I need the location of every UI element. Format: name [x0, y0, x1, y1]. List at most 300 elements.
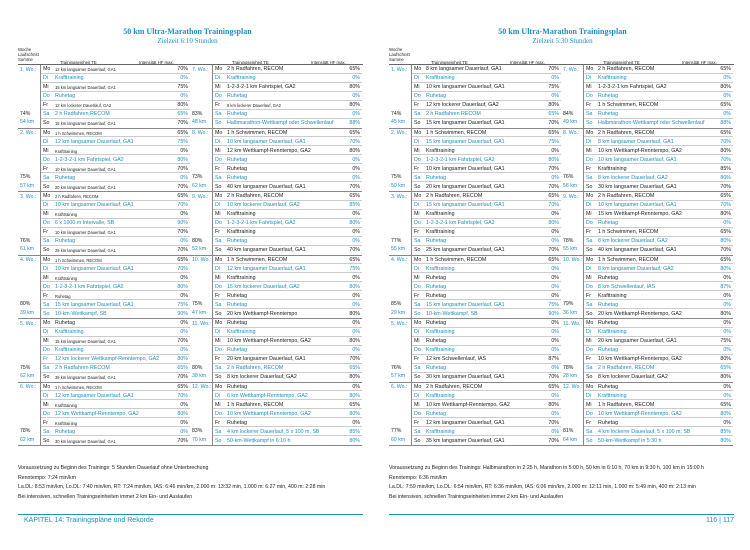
page-numbers: 116 | 117: [705, 517, 734, 524]
intensity: 0%: [352, 174, 360, 181]
weekday: Di: [414, 138, 420, 145]
day-row: [213, 383, 362, 392]
intensity: 80%: [349, 437, 360, 444]
day-row: [584, 274, 733, 283]
week-distance: 57 km: [20, 182, 35, 189]
week-block: [190, 129, 362, 193]
intensity: 0%: [723, 320, 731, 326]
weekday: Fr: [43, 102, 48, 108]
day-row: [41, 246, 190, 255]
week-block: [18, 65, 190, 129]
day-row: [412, 174, 561, 183]
weekday: Do: [43, 93, 50, 99]
intensity: 80%: [177, 410, 188, 417]
week-number: 8. Wo.:: [192, 130, 209, 136]
training-unit: Krafttraining: [55, 329, 84, 335]
intensity: 80%: [349, 338, 360, 344]
day-row: [213, 355, 362, 364]
weekday: So: [43, 247, 50, 253]
week-block: [561, 65, 733, 129]
intensity: 0%: [352, 111, 360, 117]
day-row: [584, 65, 733, 74]
day-row: [584, 110, 733, 119]
intensity: 80%: [720, 374, 731, 380]
notes: [389, 464, 739, 502]
weekday: Mi: [215, 147, 221, 154]
day-row: [213, 129, 362, 138]
intensity: 0%: [551, 347, 559, 353]
weekday: Fr: [215, 419, 220, 426]
day-row: [584, 346, 733, 355]
week-distance: 39 km: [20, 309, 35, 316]
day-row: [584, 401, 733, 410]
week-intensity: 74%: [20, 110, 31, 117]
header-unit-2: Trainingseinheit TE: [232, 60, 269, 65]
day-row: [213, 92, 362, 101]
day-row: [213, 419, 362, 428]
week-intensity: 78%: [563, 237, 574, 244]
week-distance: 62 km: [20, 436, 35, 443]
header-unit: Trainingseinheit TE: [60, 60, 97, 65]
week-number: 8. Wo.:: [563, 130, 580, 136]
weekday: Sa: [215, 174, 222, 181]
training-unit: 35 km langsamer Dauerlauf, GA1: [426, 437, 505, 444]
training-unit: Ruhetag: [598, 93, 619, 99]
intensity: 0%: [180, 174, 188, 181]
week-intensity: 80%: [192, 237, 203, 244]
week-intensity: 77%: [391, 237, 402, 244]
training-unit: 10 km langsamer Dauerlauf, GA1: [426, 84, 505, 90]
training-unit: 4 km lockerer Dauerlauf, 5 x 100 m, SB: [598, 428, 691, 435]
day-row: [584, 192, 733, 201]
training-unit: 2 h Radfahren, RECOM: [598, 129, 655, 136]
day-row: [412, 219, 561, 228]
training-unit: 12 km lockerer Dauerlauf, GA2: [55, 103, 112, 108]
intensity: 80%: [720, 84, 731, 90]
training-unit: Ruhetag: [426, 410, 447, 417]
weekday: Mi: [414, 338, 420, 344]
training-unit: Halbmarathon-Wettkampf oder Schwellenlauf: [227, 120, 334, 126]
day-row: [213, 165, 362, 174]
intensity: 80%: [349, 410, 360, 417]
week-number: 10. Wo.:: [192, 257, 212, 263]
training-unit: 12 km Wettkampf-Renntempo, GA2: [55, 410, 139, 417]
weekday: Mi: [215, 401, 221, 408]
weekday: Do: [43, 347, 50, 353]
intensity: 70%: [548, 419, 559, 426]
training-unit: 20 km langsamer Dauerlauf, GA1: [227, 356, 306, 362]
week-number: 3. Wo.:: [391, 193, 408, 200]
header-week: Woche Laufschnitt Summe: [18, 47, 39, 62]
intensity: 0%: [551, 410, 559, 417]
intensity: 0%: [180, 75, 188, 81]
day-row: [584, 210, 733, 219]
training-unit: 1-2-3-2-1 km Fahrtspiel, GA2: [55, 156, 124, 163]
training-unit: 15 km Wettkampf-Renntempo, GA2: [598, 211, 682, 217]
day-row: [213, 410, 362, 419]
intensity: 65%: [349, 129, 360, 136]
day-row: [584, 165, 733, 174]
training-unit: 2 h Radfahren RECOM: [55, 365, 110, 371]
day-row: [213, 346, 362, 355]
intensity: 80%: [720, 174, 731, 181]
weekday: Mo: [586, 383, 594, 390]
week-intensity: 78%: [563, 364, 574, 371]
weekday: So: [215, 437, 222, 444]
weekday: Mi: [586, 401, 592, 408]
intensity: 85%: [720, 428, 731, 435]
weekday: Do: [586, 283, 593, 290]
training-unit: Ruhetag: [227, 320, 248, 326]
intensity: 80%: [177, 156, 188, 163]
weekday: Do: [414, 410, 421, 417]
training-unit: 10 km langsamer Dauerlauf, GA1: [55, 166, 116, 172]
week-block: [389, 256, 561, 320]
week-intensity: 83%: [192, 110, 203, 117]
weekday: Fr: [43, 292, 48, 299]
intensity: 80%: [720, 437, 731, 444]
weekday: Mo: [586, 193, 594, 199]
day-row: [41, 119, 190, 128]
day-row: [412, 355, 561, 364]
day-row: [213, 219, 362, 228]
day-row: [41, 147, 190, 156]
day-row: [41, 174, 190, 183]
week-number: 10. Wo.:: [563, 257, 583, 263]
weekday: Mi: [586, 338, 592, 344]
training-unit: Krafttraining: [227, 211, 256, 217]
week-distance: 47 km: [192, 309, 207, 316]
intensity: 80%: [349, 102, 360, 108]
week-distance: 45 km: [391, 119, 406, 125]
training-unit: 40 km langsamer Dauerlauf, GA1: [598, 247, 677, 253]
weekday: Fr: [414, 102, 419, 108]
training-unit: Ruhetag: [55, 174, 76, 181]
week-number: 5. Wo.:: [391, 320, 408, 327]
training-unit: 10 km langsamer Dauerlauf, GA1: [426, 165, 505, 172]
day-row: [412, 337, 561, 346]
day-row: [584, 337, 733, 346]
training-unit: 1 h Schwimmen, RECOM: [598, 229, 659, 235]
intensity: 70%: [177, 265, 188, 272]
weekday: Mo: [215, 383, 223, 390]
intensity: 70%: [177, 66, 188, 72]
week-intensity: 76%: [563, 174, 574, 180]
training-unit: Krafttraining: [227, 329, 256, 335]
weekday: Mi: [43, 338, 49, 344]
day-row: [213, 437, 362, 446]
weekday: Do: [215, 220, 222, 226]
training-unit: Krafttraining: [426, 347, 455, 353]
day-row: [584, 237, 733, 246]
day-row: [412, 392, 561, 401]
weekday: Mo: [215, 193, 223, 199]
training-unit: Krafttraining: [55, 212, 78, 217]
day-row: [412, 156, 561, 165]
day-row: [412, 301, 561, 310]
weekday: Do: [43, 156, 50, 163]
intensity: 70%: [177, 338, 188, 344]
day-row: [412, 228, 561, 237]
weekday: Do: [215, 410, 222, 417]
week-block: [18, 129, 190, 193]
training-unit: Ruhetag: [598, 419, 619, 426]
weekday: Do: [586, 93, 593, 99]
training-unit: Ruhetag: [426, 274, 447, 281]
intensity: 0%: [551, 265, 559, 272]
training-unit: 2 h Radfahren, RECOM: [426, 193, 483, 199]
intensity: 85%: [349, 428, 360, 435]
day-row: [584, 129, 733, 138]
weekday: Mi: [586, 274, 592, 281]
week-number: 12. Wo.:: [563, 384, 583, 390]
plan-subtitle: Zielzeit 6:10 Stunden: [157, 37, 218, 45]
weekday: So: [43, 310, 50, 317]
intensity: 70%: [177, 165, 188, 172]
weekday: Fr: [586, 292, 591, 299]
week-number: 6. Wo.:: [20, 384, 37, 390]
training-unit: 1 h Schwimmen, RECOM: [55, 130, 102, 136]
training-unit: Krafttraining: [55, 402, 78, 408]
intensity: 80%: [548, 156, 559, 163]
week-distance: 38 km: [192, 373, 207, 379]
day-row: [213, 237, 362, 246]
intensity: 0%: [352, 93, 360, 99]
intensity: 0%: [180, 347, 188, 353]
day-row: [41, 210, 190, 219]
weekday: Di: [43, 265, 49, 272]
weekday: Di: [43, 138, 49, 145]
training-unit: Ruhetag: [55, 93, 76, 99]
weekday: So: [43, 374, 50, 380]
weekday: So: [414, 247, 421, 253]
intensity: 80%: [349, 147, 360, 154]
day-row: [213, 228, 362, 237]
training-unit: Ruhetag: [598, 383, 619, 390]
training-unit: Krafttraining: [426, 428, 455, 435]
week-intensity: 75%: [20, 174, 31, 180]
training-unit: Ruhetag: [55, 320, 76, 326]
day-row: [412, 83, 561, 92]
weekday: Mo: [43, 256, 51, 263]
weekday: Mi: [586, 147, 592, 154]
intensity: 80%: [177, 356, 188, 362]
day-row: [584, 410, 733, 419]
weekday: Mi: [43, 84, 49, 90]
intensity: 0%: [352, 383, 360, 390]
week-number: 7. Wo.:: [563, 66, 580, 73]
day-row: [412, 328, 561, 337]
chapter-footer: KAPITEL 14: Trainingspläne und Rekorde: [24, 517, 154, 524]
intensity: 0%: [352, 419, 360, 426]
weekday: Do: [586, 347, 593, 353]
day-row: [41, 265, 190, 274]
weekday: Sa: [414, 111, 421, 117]
training-unit: Krafttraining: [55, 420, 78, 426]
intensity: 75%: [177, 138, 188, 145]
intensity: 65%: [177, 193, 188, 199]
training-unit: Krafttraining: [55, 148, 78, 154]
weekday: Sa: [215, 428, 222, 435]
week-block: [190, 256, 362, 320]
training-unit: Ruhetag: [598, 220, 619, 226]
intensity: 75%: [177, 301, 188, 308]
training-unit: 25 km langsamer Dauerlauf, GA1: [426, 247, 505, 253]
week-block: [389, 383, 561, 447]
intensity: 65%: [548, 256, 559, 263]
week-number: 6. Wo.:: [391, 384, 408, 390]
weekday: Fr: [414, 292, 419, 299]
training-unit: Krafttraining: [426, 75, 455, 81]
intensity: 0%: [723, 419, 731, 426]
plan-title: 50 km Ultra-Marathon Trainingsplan: [498, 27, 627, 36]
day-row: [584, 265, 733, 274]
weekday: Sa: [43, 301, 50, 308]
weekday: Di: [414, 329, 420, 335]
weekday: So: [215, 374, 222, 380]
weekday: Fr: [586, 419, 591, 426]
day-row: [584, 138, 733, 147]
training-unit: 25 km langsamer Dauerlauf, GA1: [55, 248, 116, 253]
weekday: So: [215, 247, 222, 253]
intensity: 65%: [349, 193, 360, 199]
training-unit: 10 km Wettkampf-Renntempo, GA2: [426, 401, 510, 408]
intensity: 0%: [352, 329, 360, 335]
intensity: 0%: [723, 220, 731, 226]
intensity: 80%: [177, 283, 188, 290]
day-row: [41, 310, 190, 319]
table-header: [389, 47, 734, 65]
training-unit: 10 km langsamer Dauerlauf, GA1: [227, 138, 306, 145]
week-intensity: 75%: [391, 174, 402, 180]
right-page: [375, 0, 750, 550]
weekday: Mo: [43, 129, 51, 136]
week-distance: 60 km: [391, 436, 406, 443]
intensity: 80%: [548, 220, 559, 226]
weekday: Mo: [414, 129, 422, 136]
day-row: [41, 138, 190, 147]
weekday: Sa: [586, 174, 593, 181]
week-number: 4. Wo.:: [391, 257, 408, 263]
day-row: [41, 192, 190, 201]
training-unit: Ruhetag: [426, 238, 447, 244]
training-unit: 12 km langsamer Dauerlauf, GA1: [55, 392, 134, 399]
day-row: [213, 192, 362, 201]
training-unit: Ruhetag: [598, 347, 619, 353]
intensity: 0%: [180, 320, 188, 326]
training-unit: 10 km Wettkampf-Renntempo, GA2: [598, 147, 682, 154]
training-unit: Ruhetag: [55, 428, 76, 435]
intensity: 65%: [349, 256, 360, 263]
intensity: 0%: [551, 147, 559, 154]
intensity: 70%: [349, 247, 360, 253]
training-unit: Krafttraining: [227, 75, 256, 81]
week-intensity: 85%: [391, 301, 402, 307]
training-unit: 6 x 1000 m Intervalle, SB: [55, 220, 115, 226]
weekday: Mi: [43, 211, 49, 217]
week-distance: 49 km: [563, 119, 578, 125]
day-row: [213, 301, 362, 310]
day-row: [41, 274, 190, 283]
intensity: 0%: [180, 93, 188, 99]
week-intensity: 76%: [20, 237, 31, 244]
weekday: Do: [586, 156, 593, 163]
training-unit: Ruhetag: [227, 111, 248, 117]
day-row: [213, 364, 362, 373]
day-row: [412, 401, 561, 410]
intensity: 70%: [177, 229, 188, 235]
day-row: [41, 129, 190, 138]
intensity: 87%: [548, 356, 559, 362]
training-unit: 1 h Schwimmen, RECOM: [227, 129, 288, 136]
weekday: Mi: [414, 401, 420, 408]
intensity: 65%: [349, 365, 360, 371]
training-unit: 1 h Schwimmen, RECOM: [55, 257, 102, 263]
training-unit: Ruhetag: [227, 93, 248, 99]
training-unit: 8 km langsamer Dauerlauf, GA2: [598, 265, 674, 272]
intensity: 70%: [349, 356, 360, 362]
week-block: [561, 256, 733, 320]
table-header: [18, 47, 363, 65]
intensity: 0%: [180, 419, 188, 426]
weekday: Mo: [414, 256, 422, 263]
header-unit-2: Trainingseinheit TE: [603, 60, 640, 65]
day-row: [41, 346, 190, 355]
day-row: [41, 183, 190, 192]
intensity: 0%: [352, 347, 360, 353]
day-row: [584, 419, 733, 428]
intensity: 0%: [723, 75, 731, 81]
training-unit: 4 km lockerer Dauerlauf, 5 x 100 m, SB: [227, 428, 320, 435]
week-intensity: 77%: [391, 428, 402, 434]
intensity: 75%: [349, 265, 360, 272]
weekday: Mo: [43, 66, 51, 72]
week-block: [18, 319, 190, 383]
day-row: [412, 165, 561, 174]
day-row: [213, 74, 362, 83]
weekday: Fr: [215, 229, 220, 235]
day-row: [412, 147, 561, 156]
training-unit: 8 km Schwellenlauf, IAS: [598, 283, 656, 290]
header-unit: Trainingseinheit TE: [431, 60, 468, 65]
weekday: Mo: [43, 193, 51, 199]
weekday: Di: [586, 75, 592, 81]
intensity: 70%: [177, 437, 188, 444]
plan-table: [389, 64, 734, 447]
day-row: [213, 319, 362, 328]
training-unit: Ruhetag: [227, 419, 248, 426]
training-unit: Krafttraining: [55, 347, 84, 353]
day-row: [213, 283, 362, 292]
week-intensity: 76%: [391, 364, 402, 371]
training-unit: Krafttraining: [426, 392, 455, 399]
weekday: Di: [43, 202, 49, 208]
weekday: Mo: [414, 383, 422, 390]
day-row: [412, 437, 561, 446]
week-block: [190, 65, 362, 129]
weekday: Do: [43, 283, 50, 290]
day-row: [41, 410, 190, 419]
training-unit: 10 km lockerer Dauerlauf, GA2: [227, 202, 300, 208]
week-distance: 70 km: [192, 436, 207, 443]
weekday: So: [586, 120, 593, 126]
week-number: 9. Wo.:: [563, 193, 580, 200]
training-unit: Ruhetag: [227, 292, 248, 299]
intensity: 85%: [720, 165, 731, 172]
training-unit: 10-km-Wettkampf, SB: [426, 310, 478, 317]
day-row: [213, 292, 362, 301]
weekday: Mo: [215, 320, 223, 326]
